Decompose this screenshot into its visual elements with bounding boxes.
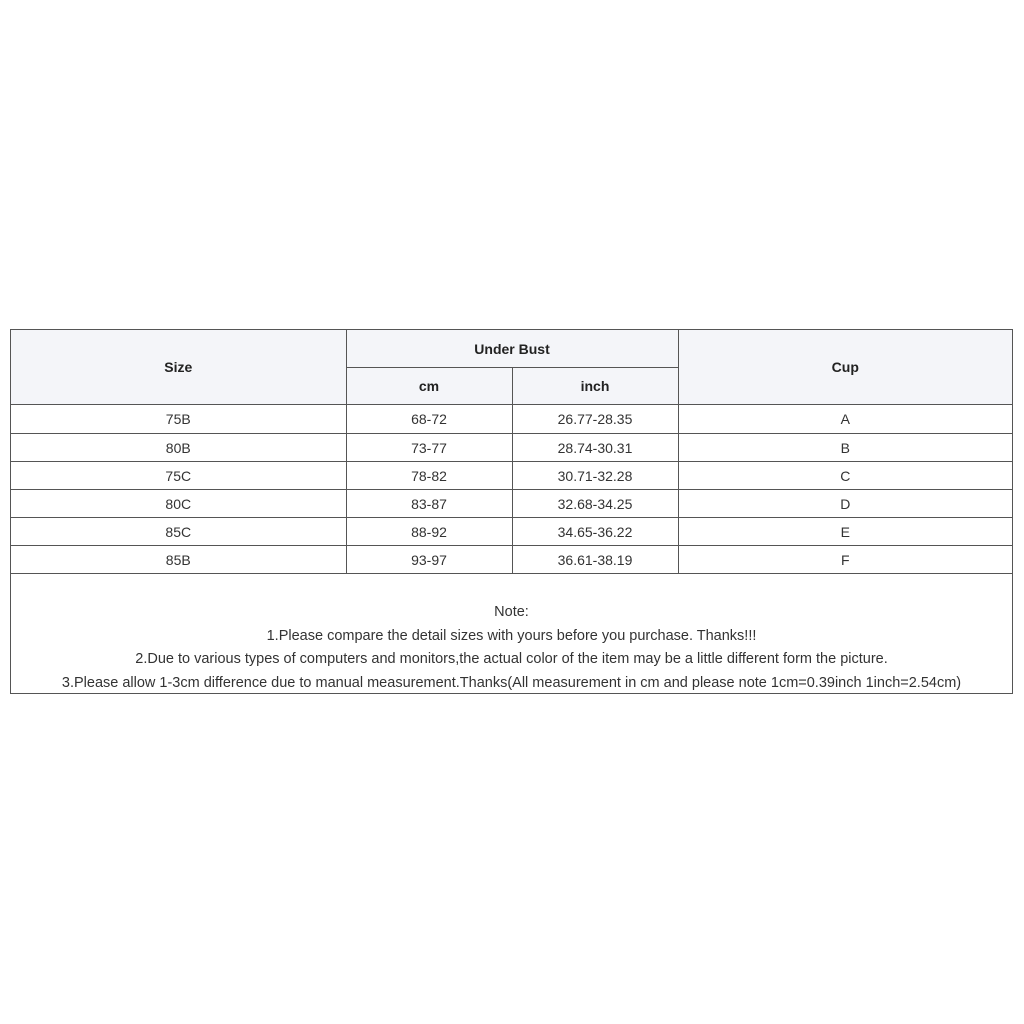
header-under-bust: Under Bust xyxy=(346,330,678,368)
table-row xyxy=(11,490,1012,518)
cell-inch: 26.77-28.35 xyxy=(512,405,678,434)
header-cup: Cup xyxy=(678,330,1012,405)
notes-section xyxy=(11,577,1012,695)
header-size: Size xyxy=(11,330,346,405)
cell-size: 80C xyxy=(11,490,346,518)
header-inch: inch xyxy=(512,368,678,405)
note-title: Note: xyxy=(494,604,529,620)
cell-size: 80B xyxy=(11,434,346,462)
cell-cup: A xyxy=(678,405,1012,434)
cell-cm: 93-97 xyxy=(346,546,512,574)
cell-cup: C xyxy=(678,462,1012,490)
size-table xyxy=(11,330,1012,574)
note-line: 3.Please allow 1-3cm difference due to manual measurement.Thanks(All measurement in cm and please note 1cm=0.39inch 1inch=2.54cm) xyxy=(61,674,962,691)
cell-cm: 78-82 xyxy=(346,462,512,490)
cell-cup: E xyxy=(678,518,1012,546)
cell-inch: 28.74-30.31 xyxy=(512,434,678,462)
cell-size: 85C xyxy=(11,518,346,546)
table-row xyxy=(11,405,1012,434)
cell-size: 85B xyxy=(11,546,346,574)
note-line: 2.Due to various types of computers and monitors,the actual color of the item may be a little different form the picture. xyxy=(135,651,888,667)
cell-cup: F xyxy=(678,546,1012,574)
note-line: 1.Please compare the detail sizes with yours before you purchase. Thanks!!! xyxy=(266,627,757,644)
cell-inch: 32.68-34.25 xyxy=(512,490,678,518)
cell-inch: 30.71-32.28 xyxy=(512,462,678,490)
header-cm: cm xyxy=(346,368,512,405)
cell-size: 75C xyxy=(11,462,346,490)
cell-cup: B xyxy=(678,434,1012,462)
cell-size: 75B xyxy=(11,405,346,434)
table-row xyxy=(11,434,1012,462)
size-chart xyxy=(10,329,1013,694)
table-row xyxy=(11,546,1012,574)
cell-cm: 88-92 xyxy=(346,518,512,546)
cell-inch: 36.61-38.19 xyxy=(512,546,678,574)
cell-cm: 68-72 xyxy=(346,405,512,434)
table-row xyxy=(11,462,1012,490)
header-row xyxy=(11,330,1012,368)
cell-cm: 73-77 xyxy=(346,434,512,462)
cell-cup: D xyxy=(678,490,1012,518)
cell-inch: 34.65-36.22 xyxy=(512,518,678,546)
table-row xyxy=(11,518,1012,546)
cell-cm: 83-87 xyxy=(346,490,512,518)
